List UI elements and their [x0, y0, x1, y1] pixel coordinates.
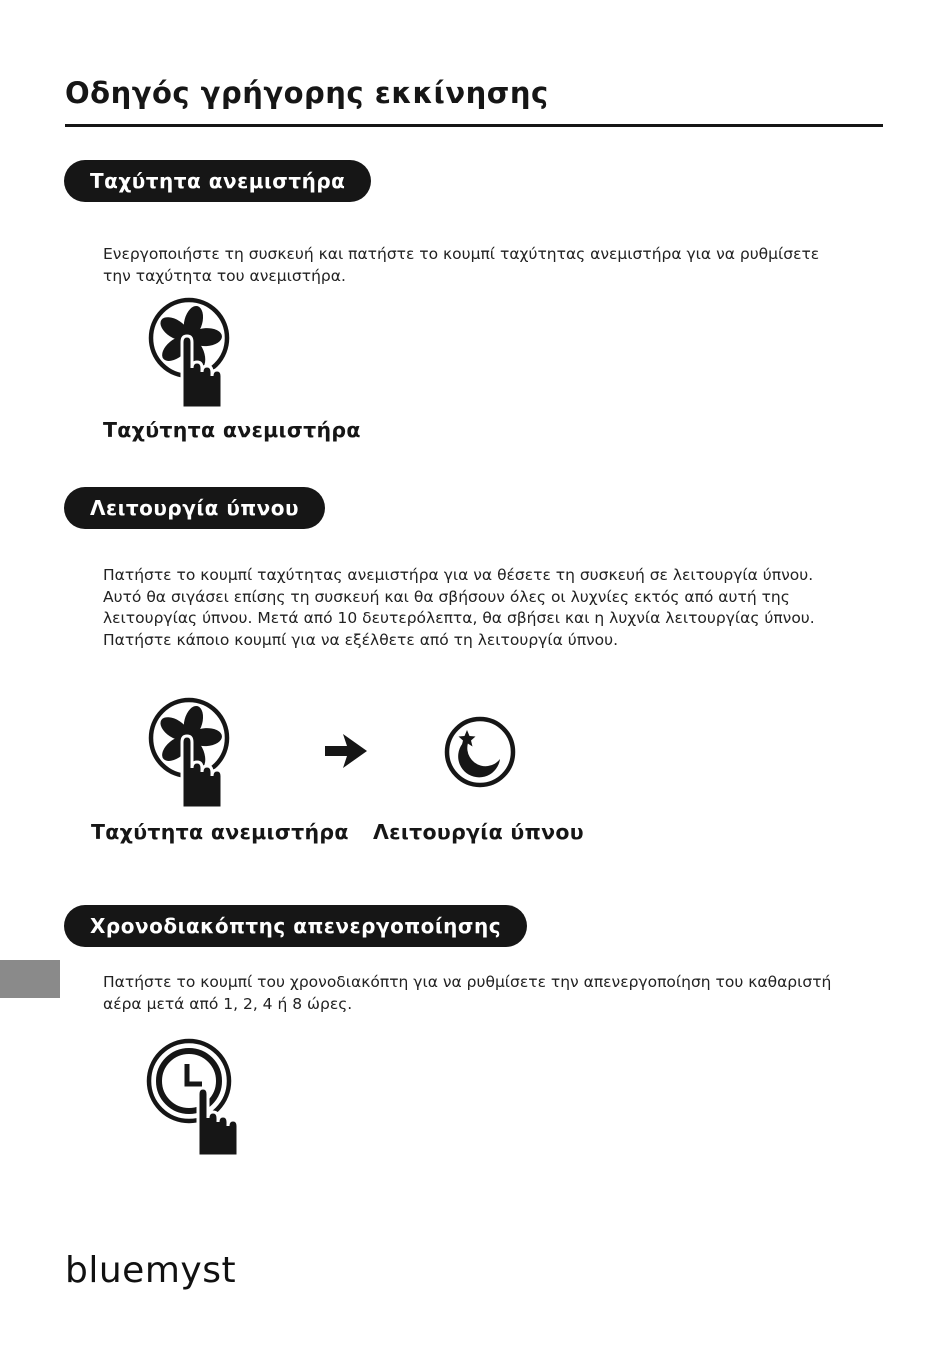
section-heading-off-timer: Χρονοδιακόπτης απενεργοποίησης [64, 905, 527, 947]
fan-speed-description [103, 244, 819, 287]
text-line: Πατήστε κάποιο κουμπί για να εξέλθετε από τη λειτουργία ύπνου. [103, 630, 619, 649]
sleep-mode-description [103, 565, 815, 651]
text-line: Πατήστε το κουμπί ταχύτητας ανεμιστήρα για να θέσετε τη συσκευή σε λειτουργία ύπνου. [103, 566, 814, 584]
sleep-flow-caption-sleep-mode: Λειτουργία ύπνου [373, 820, 584, 844]
fan-button-press-icon [140, 692, 240, 812]
fan-speed-caption: Ταχύτητα ανεμιστήρα [103, 418, 361, 442]
sleep-flow-caption-fan-speed: Ταχύτητα ανεμιστήρα [91, 820, 349, 844]
text-line: Ενεργοποιήστε τη συσκευή και πατήστε το κουμπί ταχύτητας ανεμιστήρα για να ρυθμίσετε [103, 245, 820, 263]
page-title: Οδηγός γρήγορης εκκίνησης [65, 76, 549, 110]
text-line: την ταχύτητα του ανεμιστήρα. [103, 266, 346, 285]
text-line: Αυτό θα σιγάσει επίσης τη συσκευή και θα σβήσουν όλες οι λυχνίες εκτός από αυτή της [103, 587, 790, 606]
arrow-right-icon [323, 732, 369, 770]
off-timer-description [103, 972, 831, 1015]
brand-logo: bluemyst [65, 1250, 237, 1291]
text-line: Πατήστε το κουμπί του χρονοδιακόπτη για να ρυθμίσετε την απενεργοποίηση του καθαριστή [103, 973, 832, 991]
text-line: λειτουργίας ύπνου. Μετά από 10 δευτερόλεπτα, θα σβήσει και η λυχνία λειτουργίας ύπνου. [103, 609, 815, 627]
moon-star-icon [443, 715, 517, 789]
clock-button-press-icon [142, 1034, 252, 1160]
title-divider [65, 124, 883, 127]
section-heading-sleep-mode: Λειτουργία ύπνου [64, 487, 325, 529]
fan-button-press-icon [140, 292, 240, 412]
section-heading-fan-speed: Ταχύτητα ανεμιστήρα [64, 160, 371, 202]
text-line: αέρα μετά από 1, 2, 4 ή 8 ώρες. [103, 994, 353, 1013]
side-tab-marker [0, 960, 60, 998]
